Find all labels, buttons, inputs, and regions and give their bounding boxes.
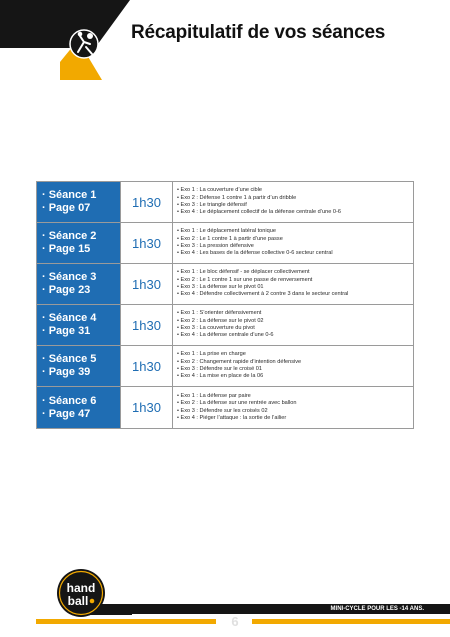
- session-label: [37, 305, 121, 345]
- exercise-item: • Exo 4 : Piéger l’attaque : la sortie de l’ailier: [177, 414, 287, 421]
- exercise-list: [173, 264, 413, 304]
- session-row-5: [37, 346, 413, 387]
- exercise-item: • Exo 4 : Le déplacement collectif de la défense centrale d’une 0-6: [177, 209, 341, 216]
- exercise-item: • Exo 4 : La mise en place de la 06: [177, 373, 264, 380]
- session-duration: 1h30: [121, 264, 173, 304]
- session-duration: 1h30: [121, 223, 173, 263]
- session-page: · Page 47: [42, 407, 91, 420]
- session-page: · Page 31: [42, 325, 91, 337]
- exercise-item: • Exo 3 : Défendre sur le croisé 01: [177, 366, 262, 372]
- exercise-item: • Exo 4 : Défendre collectivement à 2 contre 3 dans le secteur central: [177, 291, 349, 298]
- session-label: [37, 264, 121, 304]
- session-row-4: [37, 305, 413, 346]
- exercise-item: • Exo 2 : Le 1 contre 1 sur une passe de renversement: [177, 276, 313, 283]
- logo-text-ball: ball: [67, 594, 89, 608]
- session-number: · Séance 2: [42, 230, 97, 242]
- session-label: [37, 346, 121, 386]
- session-page: · Page 39: [42, 366, 91, 378]
- exercise-list: [173, 223, 413, 263]
- session-number: · Séance 5: [42, 353, 97, 365]
- handball-logo: [56, 568, 106, 618]
- handball-player-icon: [70, 30, 98, 58]
- session-label: [37, 387, 121, 428]
- page-number: 6: [231, 614, 239, 629]
- session-number: · Séance 1: [42, 189, 97, 201]
- exercise-item: • Exo 1 : Le déplacement latéral tonique: [177, 228, 276, 235]
- session-duration: 1h30: [121, 346, 173, 386]
- footer-gold-band-left: [36, 619, 216, 624]
- corner-decoration: [0, 0, 130, 80]
- exercise-item: • Exo 3 : Le triangle défensif: [177, 202, 247, 208]
- page-title: Récapitulatif de vos séances: [131, 22, 386, 43]
- exercise-item: • Exo 4 : Les bases de la défense collective 0-6 secteur central: [177, 250, 333, 257]
- exercise-item: • Exo 2 : La défense sur une rentrée avec ballon: [177, 400, 297, 407]
- exercise-item: • Exo 1 : La défense par paire: [177, 392, 251, 399]
- exercise-item: • Exo 3 : Défendre sur les croisés 02: [177, 407, 268, 414]
- exercise-item: • Exo 3 : La couverture du pivot: [177, 325, 255, 331]
- session-page: · Page 15: [42, 243, 91, 255]
- exercise-item: • Exo 4 : La défense centrale d’une 0-6: [177, 332, 274, 339]
- exercise-list: [173, 305, 413, 345]
- session-row-3: [37, 264, 413, 305]
- exercise-list: [173, 182, 413, 222]
- session-number: · Séance 4: [42, 312, 97, 324]
- session-duration: 1h30: [121, 305, 173, 345]
- ball-icon: [90, 599, 95, 604]
- session-label: [37, 182, 121, 222]
- footer-tagline: MINI-CYCLE POUR LES -14 ANS.: [330, 606, 424, 612]
- exercise-item: • Exo 2 : Le 1 contre 1 à partir d’une passe: [177, 235, 283, 242]
- session-duration: 1h30: [121, 182, 173, 222]
- exercise-item: • Exo 3 : La pression défensive: [177, 243, 254, 249]
- exercise-list: [173, 387, 413, 428]
- session-row-1: [37, 182, 413, 223]
- session-row-2: [37, 223, 413, 264]
- exercise-item: • Exo 2 : Changement rapide d’intention défensive: [177, 358, 302, 365]
- session-label: [37, 223, 121, 263]
- exercise-item: • Exo 1 : La couverture d’une cible: [177, 187, 262, 194]
- exercise-item: • Exo 1 : Le bloc défensif - se déplacer collectivement: [177, 269, 310, 276]
- footer-gold-band-right: [252, 619, 450, 624]
- session-duration: 1h30: [121, 387, 173, 428]
- exercise-item: • Exo 1 : La prise en charge: [177, 351, 246, 358]
- sessions-table: [36, 181, 414, 429]
- exercise-item: • Exo 3 : La défense sur le pivot 01: [177, 284, 264, 290]
- session-row-6: [37, 387, 413, 428]
- session-page: · Page 23: [42, 284, 91, 296]
- session-number: · Séance 6: [42, 394, 97, 407]
- logo-text-hand: hand: [66, 581, 96, 595]
- session-page: · Page 07: [42, 202, 91, 214]
- session-number: · Séance 3: [42, 271, 97, 283]
- exercise-item: • Exo 1 : S’orienter défensivement: [177, 310, 262, 317]
- exercise-list: [173, 346, 413, 386]
- exercise-item: • Exo 2 : Défense 1 contre 1 à partir d’un dribble: [177, 194, 297, 201]
- exercise-item: • Exo 2 : La défense sur le pivot 02: [177, 317, 264, 324]
